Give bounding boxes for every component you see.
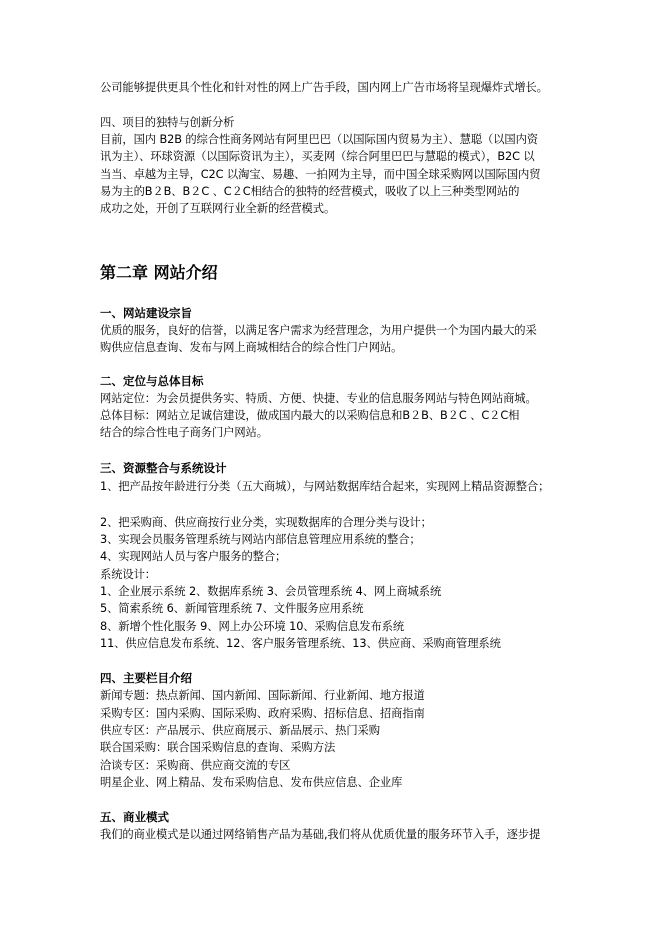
section-title: 四、项目的独特与创新分析	[100, 116, 235, 129]
paragraph-line: 网站定位：为会员提供务实、特质、方便、快捷、专业的信息服务网站与特色网站商城。	[100, 392, 537, 405]
chapter-heading: 第二章 网站介绍	[100, 263, 218, 282]
paragraph-line: 优质的服务，良好的信誉，以满足客户需求为经营理念，为用户提供一个为国内最大的采	[100, 324, 537, 337]
section-heading: 四、主要栏目介绍	[100, 671, 192, 685]
paragraph-line: 采购专区：国内采购、国际采购、政府采购、招标信息、招商指南	[100, 707, 425, 720]
paragraph-line: 系统设计：	[100, 568, 156, 581]
paragraph-line: 供应专区：产品展示、供应商展示、新品展示、热门采购	[100, 724, 380, 737]
paragraph-line: 1、把产品按年龄进行分类（五大商城），与网站数据库结合起来，实现网上精品资源整合；	[100, 480, 550, 493]
paragraph-line: 当当、卓越为主导，C2C 以淘宝、易趣、一拍网为主导，而中国全球采购网以国际国内贸	[100, 168, 541, 181]
paragraph-line: 目前，国内 B2B 的综合性商务网站有阿里巴巴（以国际国内贸易为主）、慧聪（以国内资	[100, 133, 539, 146]
paragraph-line: 结合的综合性电子商务门户网站。	[100, 426, 268, 439]
section-heading: 一、网站建设宗旨	[100, 306, 192, 320]
paragraph-line: 新闻专题：热点新闻、国内新闻、国际新闻、行业新闻、地方报道	[100, 689, 425, 702]
paragraph-line: 联合国采购：联合国采购信息的查询、采购方法	[100, 741, 336, 754]
section-heading: 五、商业模式	[100, 810, 169, 824]
paragraph-line: 11、供应信息发布系统、12、客户服务管理系统、13、供应商、采购商管理系统	[100, 637, 501, 650]
paragraph-line: 明星企业、网上精品、发布采购信息、发布供应信息、企业库	[100, 776, 403, 789]
paragraph-line: 2、把采购商、供应商按行业分类，实现数据库的合理分类与设计；	[100, 516, 432, 529]
paragraph-line: 8、新增个性化服务 9、网上办公环境 10、采购信息发布系统	[100, 620, 405, 633]
paragraph-line: 3、实现会员服务管理系统与网站内部信息管理应用系统的整合；	[100, 533, 421, 546]
paragraph-line: 购供应信息查询、发布与网上商城相结合的综合性门户网站。	[100, 341, 403, 354]
paragraph-line: 5、简索系统 6、新闻管理系统 7、文件服务应用系统	[100, 602, 364, 615]
section-heading: 二、定位与总体目标	[100, 374, 204, 388]
paragraph-line: 易为主的B２B、B２C 、C２C相结合的独特的经营模式，吸收了以上三种类型网站的	[100, 185, 520, 198]
paragraph-line: 公司能够提供更具个性化和针对性的网上广告手段，国内网上广告市场将呈现爆炸式增长。	[100, 81, 548, 94]
paragraph-line: 洽谈专区：采购商、供应商交流的专区	[100, 759, 291, 772]
paragraph-line: 成功之处，开创了互联网行业全新的经营模式。	[100, 202, 336, 215]
paragraph-line: 我们的商业模式是以通过网络销售产品为基础,我们将从优质优量的服务环节入手，逐步提	[100, 828, 541, 841]
paragraph-line: 总体目标：网站立足诚信建设，做成国内最大的以采购信息和B２B、B２C 、C２C相	[100, 409, 520, 422]
paragraph-line: 1、企业展示系统 2、数据库系统 3、会员管理系统 4、网上商城系统	[100, 585, 442, 598]
paragraph-line: 4、实现网站人员与客户服务的整合；	[100, 550, 287, 563]
section-heading: 三、资源整合与系统设计	[100, 461, 227, 475]
paragraph-line: 讯为主）、环球资源（以国际资讯为主），买麦网（综合阿里巴巴与慧聪的模式），B2C 以	[100, 150, 535, 163]
